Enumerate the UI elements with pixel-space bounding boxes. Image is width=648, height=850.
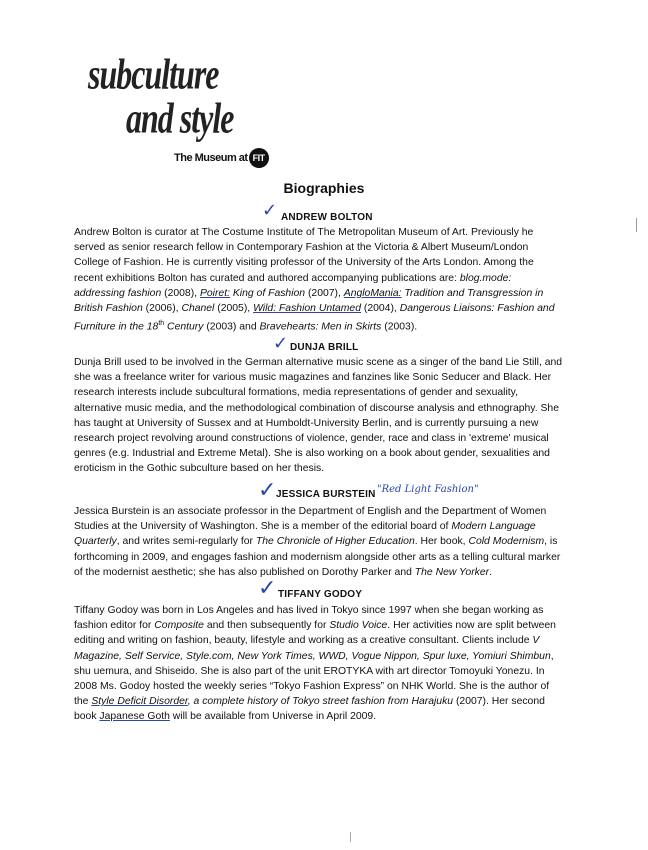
name-dunja-brill: DUNJA BRILL	[290, 342, 359, 353]
scan-speck	[636, 218, 637, 232]
page-title: Biographies	[283, 180, 365, 196]
name-tiffany-godoy: TIFFANY GODOY	[278, 589, 363, 600]
handwritten-note: "Red Light Fashion"	[377, 484, 479, 495]
scan-speck	[350, 832, 351, 842]
check-mark-icon: ✓	[262, 200, 278, 221]
bio-tiffany-godoy: Tiffany Godoy was born in Los Angeles and has lived in Tokyo since 1997 when she began working as fashion editor for Composite and then subsequently for Studio Voice. Her activities now are split between editing and writing on fashion, beauty, lifestyle and working as a creative consultant. Clients include V Magazine, Self Service, Style.com, New York Times, WWD, Vogue Nippon, Spur luxe, Yomiuri Shimbun, shu uemura, and Shiseido. She is also part of the unit EROTYKA with art director Tomoyuki Yonezu. In 2008 Ms. Godoy hosted the weekly series “Tokyo Fashion Express” on NHK World. She is the author of the Style Deficit Disorder, a complete history of Tokyo street fashion from Harajuku (2007). Her second book Japanese Goth will be available from Universe in April 2009.	[74, 605, 556, 723]
check-mark-icon: ✓	[258, 478, 277, 503]
bio-dunja-brill: Dunja Brill used to be involved in the German alternative music scene as a singer of the band Lie Still, and she was a freelance writer for various music magazines and fanzines like Sonic Seducer and Black. Her research interests include subcultural formations, media representations of gender and sexuality, alternative music media, and the methodological combination of discourse analysis and ethnography. She has taught at University of Sussex and at Humboldt-University Berlin, and is currently pursuing a new research project revolving around constructions of violence, gender, race and class in 'extreme' musical genres (e.g. Industrial and Extreme Metal). She is also working on a book about gender, sexualities and eroticism in the Gothic subculture based on her thesis.	[74, 357, 563, 475]
name-jessica-burstein: JESSICA BURSTEIN	[276, 489, 376, 500]
logo-museum	[174, 148, 269, 168]
bio-jessica-burstein: Jessica Burstein is an associate professor in the Department of English and the Department of Women Studies at the University of Washington. She is a member of the editorial board of Modern Language Quarterly, and writes semi-regularly for The Chronicle of Higher Education. Her book, Cold Modernism, is forthcoming in 2009, and engages fashion and modernism alongside other arts as a telling cultural marker of the modernist aesthetic; she has also published on Dorothy Parker and The New Yorker.	[74, 506, 561, 578]
name-andrew-bolton: ANDREW BOLTON	[281, 212, 373, 223]
logo-museum-text: The Museum at	[174, 151, 248, 164]
fit-badge: FIT	[249, 148, 269, 168]
check-mark-icon: ✓	[273, 333, 289, 354]
museum-logo	[86, 49, 265, 170]
check-mark-icon: ✓	[258, 576, 277, 601]
logo-and-style: and style	[126, 93, 234, 142]
logo-subculture: subculture	[88, 49, 219, 98]
bio-andrew-bolton: Andrew Bolton is curator at The Costume Institute of The Metropolitan Museum of Art. Previously he served as senior research fellow in Contemporary Fashion at the Victoria & Albert Museum/London College of Fashion. He is currently visiting professor of the University of the Arts London. Among the recent exhibitions Bolton has curated and authored accompanying publications are: blog.mode: addressing fashion (2008), Poiret: King of Fashion (2007), AngloMania: Tradition and Transgression in British Fashion (2006), Chanel (2005), Wild: Fashion Untamed (2004), Dangerous Liaisons: Fashion and Furniture in the 18th Century (2003) and Bravehearts: Men in Skirts (2003).	[74, 227, 555, 333]
